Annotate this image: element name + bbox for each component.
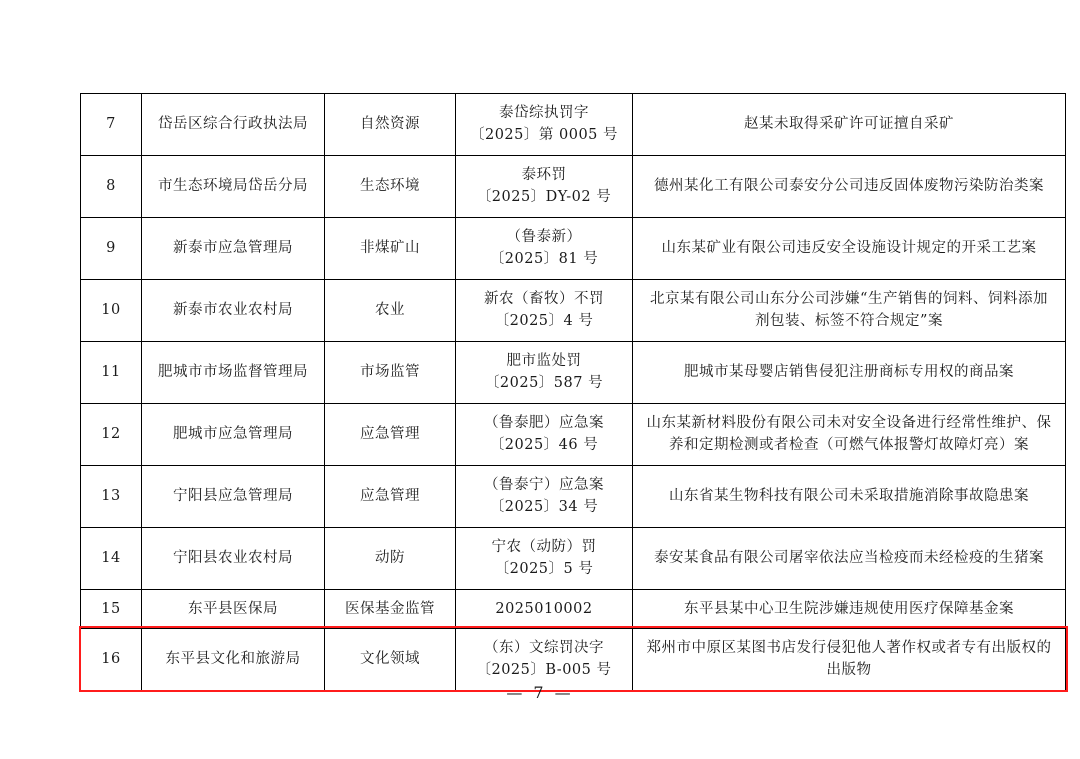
case-line: 山东某新材料股份有限公司未对安全设备进行经常性维护、保 — [646, 414, 1052, 431]
row-field: 应急管理 — [325, 465, 456, 527]
row-field: 应急管理 — [325, 403, 456, 465]
table-row-highlighted — [81, 628, 1066, 690]
row-docnum — [456, 589, 633, 628]
table-row — [81, 527, 1066, 589]
row-org: 新泰市农业农村局 — [142, 279, 325, 341]
row-case — [633, 589, 1066, 628]
table-row — [81, 155, 1066, 217]
row-docnum — [456, 155, 633, 217]
row-case — [633, 155, 1066, 217]
row-number: 8 — [81, 155, 142, 217]
row-number: 10 — [81, 279, 142, 341]
docnum-line: （鲁泰宁）应急案 — [484, 476, 604, 493]
docnum-line: 宁农（动防）罚 — [491, 538, 597, 555]
row-field: 文化领域 — [325, 628, 456, 690]
docnum-line: 〔2025〕B-005 号 — [476, 662, 612, 679]
docnum-line: 〔2025〕DY-02 号 — [476, 189, 612, 206]
table-body — [81, 94, 1066, 691]
case-line: 养和定期检测或者检查（可燃气体报警灯故障灯亮）案 — [669, 437, 1029, 454]
docnum-line: 〔2025〕81 号 — [489, 251, 599, 268]
table-row — [81, 279, 1066, 341]
table-row — [81, 589, 1066, 628]
table-row — [81, 465, 1066, 527]
row-number: 15 — [81, 589, 142, 628]
row-case — [633, 628, 1066, 690]
row-docnum — [456, 94, 633, 156]
row-number: 11 — [81, 341, 142, 403]
row-number: 12 — [81, 403, 142, 465]
row-org: 东平县医保局 — [142, 589, 325, 628]
table-row — [81, 94, 1066, 156]
row-number: 13 — [81, 465, 142, 527]
enforcement-cases-table — [80, 93, 1066, 691]
page-number: — 7 — — [506, 683, 574, 702]
case-line: 德州某化工有限公司泰安分公司违反固体废物污染防治类案 — [654, 178, 1044, 195]
table-row — [81, 217, 1066, 279]
docnum-line: 〔2025〕5 号 — [494, 561, 594, 578]
case-line: 郑州市中原区某图书店发行侵犯他人著作权或者专有出版权的 — [646, 639, 1052, 656]
row-case — [633, 527, 1066, 589]
docnum-line: 〔2025〕46 号 — [489, 437, 599, 454]
row-docnum — [456, 527, 633, 589]
docnum-line: 泰环罚 — [521, 166, 567, 183]
docnum-line: 2025010002 — [495, 600, 593, 617]
docnum-line: 〔2025〕587 号 — [484, 375, 604, 392]
row-number: 16 — [81, 628, 142, 690]
row-org: 岱岳区综合行政执法局 — [142, 94, 325, 156]
row-docnum — [456, 279, 633, 341]
row-case — [633, 279, 1066, 341]
docnum-line: 泰岱综执罚字 — [499, 105, 589, 121]
table-row — [81, 403, 1066, 465]
row-docnum — [456, 403, 633, 465]
row-case — [633, 217, 1066, 279]
row-field: 非煤矿山 — [325, 217, 456, 279]
row-docnum — [456, 465, 633, 527]
case-line: 东平县某中心卫生院涉嫌违规使用医疗保障基金案 — [684, 600, 1014, 617]
row-org: 宁阳县应急管理局 — [142, 465, 325, 527]
row-field: 自然资源 — [325, 94, 456, 156]
docnum-line: 〔2025〕第 0005 号 — [469, 127, 619, 144]
row-case — [633, 94, 1066, 156]
case-line: 肥城市某母婴店销售侵犯注册商标专用权的商品案 — [684, 363, 1014, 380]
row-case — [633, 341, 1066, 403]
case-line: 剂包装、标签不符合规定”案 — [755, 313, 943, 330]
row-field: 市场监管 — [325, 341, 456, 403]
row-case — [633, 465, 1066, 527]
case-line: 出版物 — [826, 662, 872, 679]
row-number: 14 — [81, 527, 142, 589]
row-field: 生态环境 — [325, 155, 456, 217]
docnum-line: 肥市监处罚 — [506, 352, 582, 369]
row-org: 新泰市应急管理局 — [142, 217, 325, 279]
case-line: 赵某未取得采矿许可证擅自采矿 — [744, 116, 954, 133]
docnum-line: （鲁泰肥）应急案 — [484, 414, 604, 431]
row-number: 9 — [81, 217, 142, 279]
row-org: 肥城市应急管理局 — [142, 403, 325, 465]
case-line: 山东某矿业有限公司违反安全设施设计规定的开采工艺案 — [661, 240, 1037, 257]
row-docnum — [456, 217, 633, 279]
docnum-line: 〔2025〕4 号 — [494, 313, 594, 330]
docnum-line: 〔2025〕34 号 — [489, 499, 599, 516]
row-field: 农业 — [325, 279, 456, 341]
row-docnum — [456, 341, 633, 403]
row-org: 宁阳县农业农村局 — [142, 527, 325, 589]
row-org: 市生态环境局岱岳分局 — [142, 155, 325, 217]
row-case — [633, 403, 1066, 465]
case-line: 山东省某生物科技有限公司未采取措施消除事故隐患案 — [669, 487, 1029, 504]
case-line: 泰安某食品有限公司屠宰依法应当检疫而未经检疫的生猪案 — [654, 549, 1044, 566]
docnum-line: （鲁泰新） — [506, 228, 582, 245]
row-field: 动防 — [325, 527, 456, 589]
table-row — [81, 341, 1066, 403]
row-field: 医保基金监管 — [325, 589, 456, 628]
row-docnum — [456, 628, 633, 690]
row-org: 肥城市市场监督管理局 — [142, 341, 325, 403]
docnum-line: 新农（畜牧）不罚 — [484, 290, 604, 307]
docnum-line: （东）文综罚决字 — [484, 639, 604, 656]
row-number: 7 — [81, 94, 142, 156]
case-line: 北京某有限公司山东分公司涉嫌“生产销售的饲料、饲料添加 — [650, 290, 1048, 307]
row-org: 东平县文化和旅游局 — [142, 628, 325, 690]
